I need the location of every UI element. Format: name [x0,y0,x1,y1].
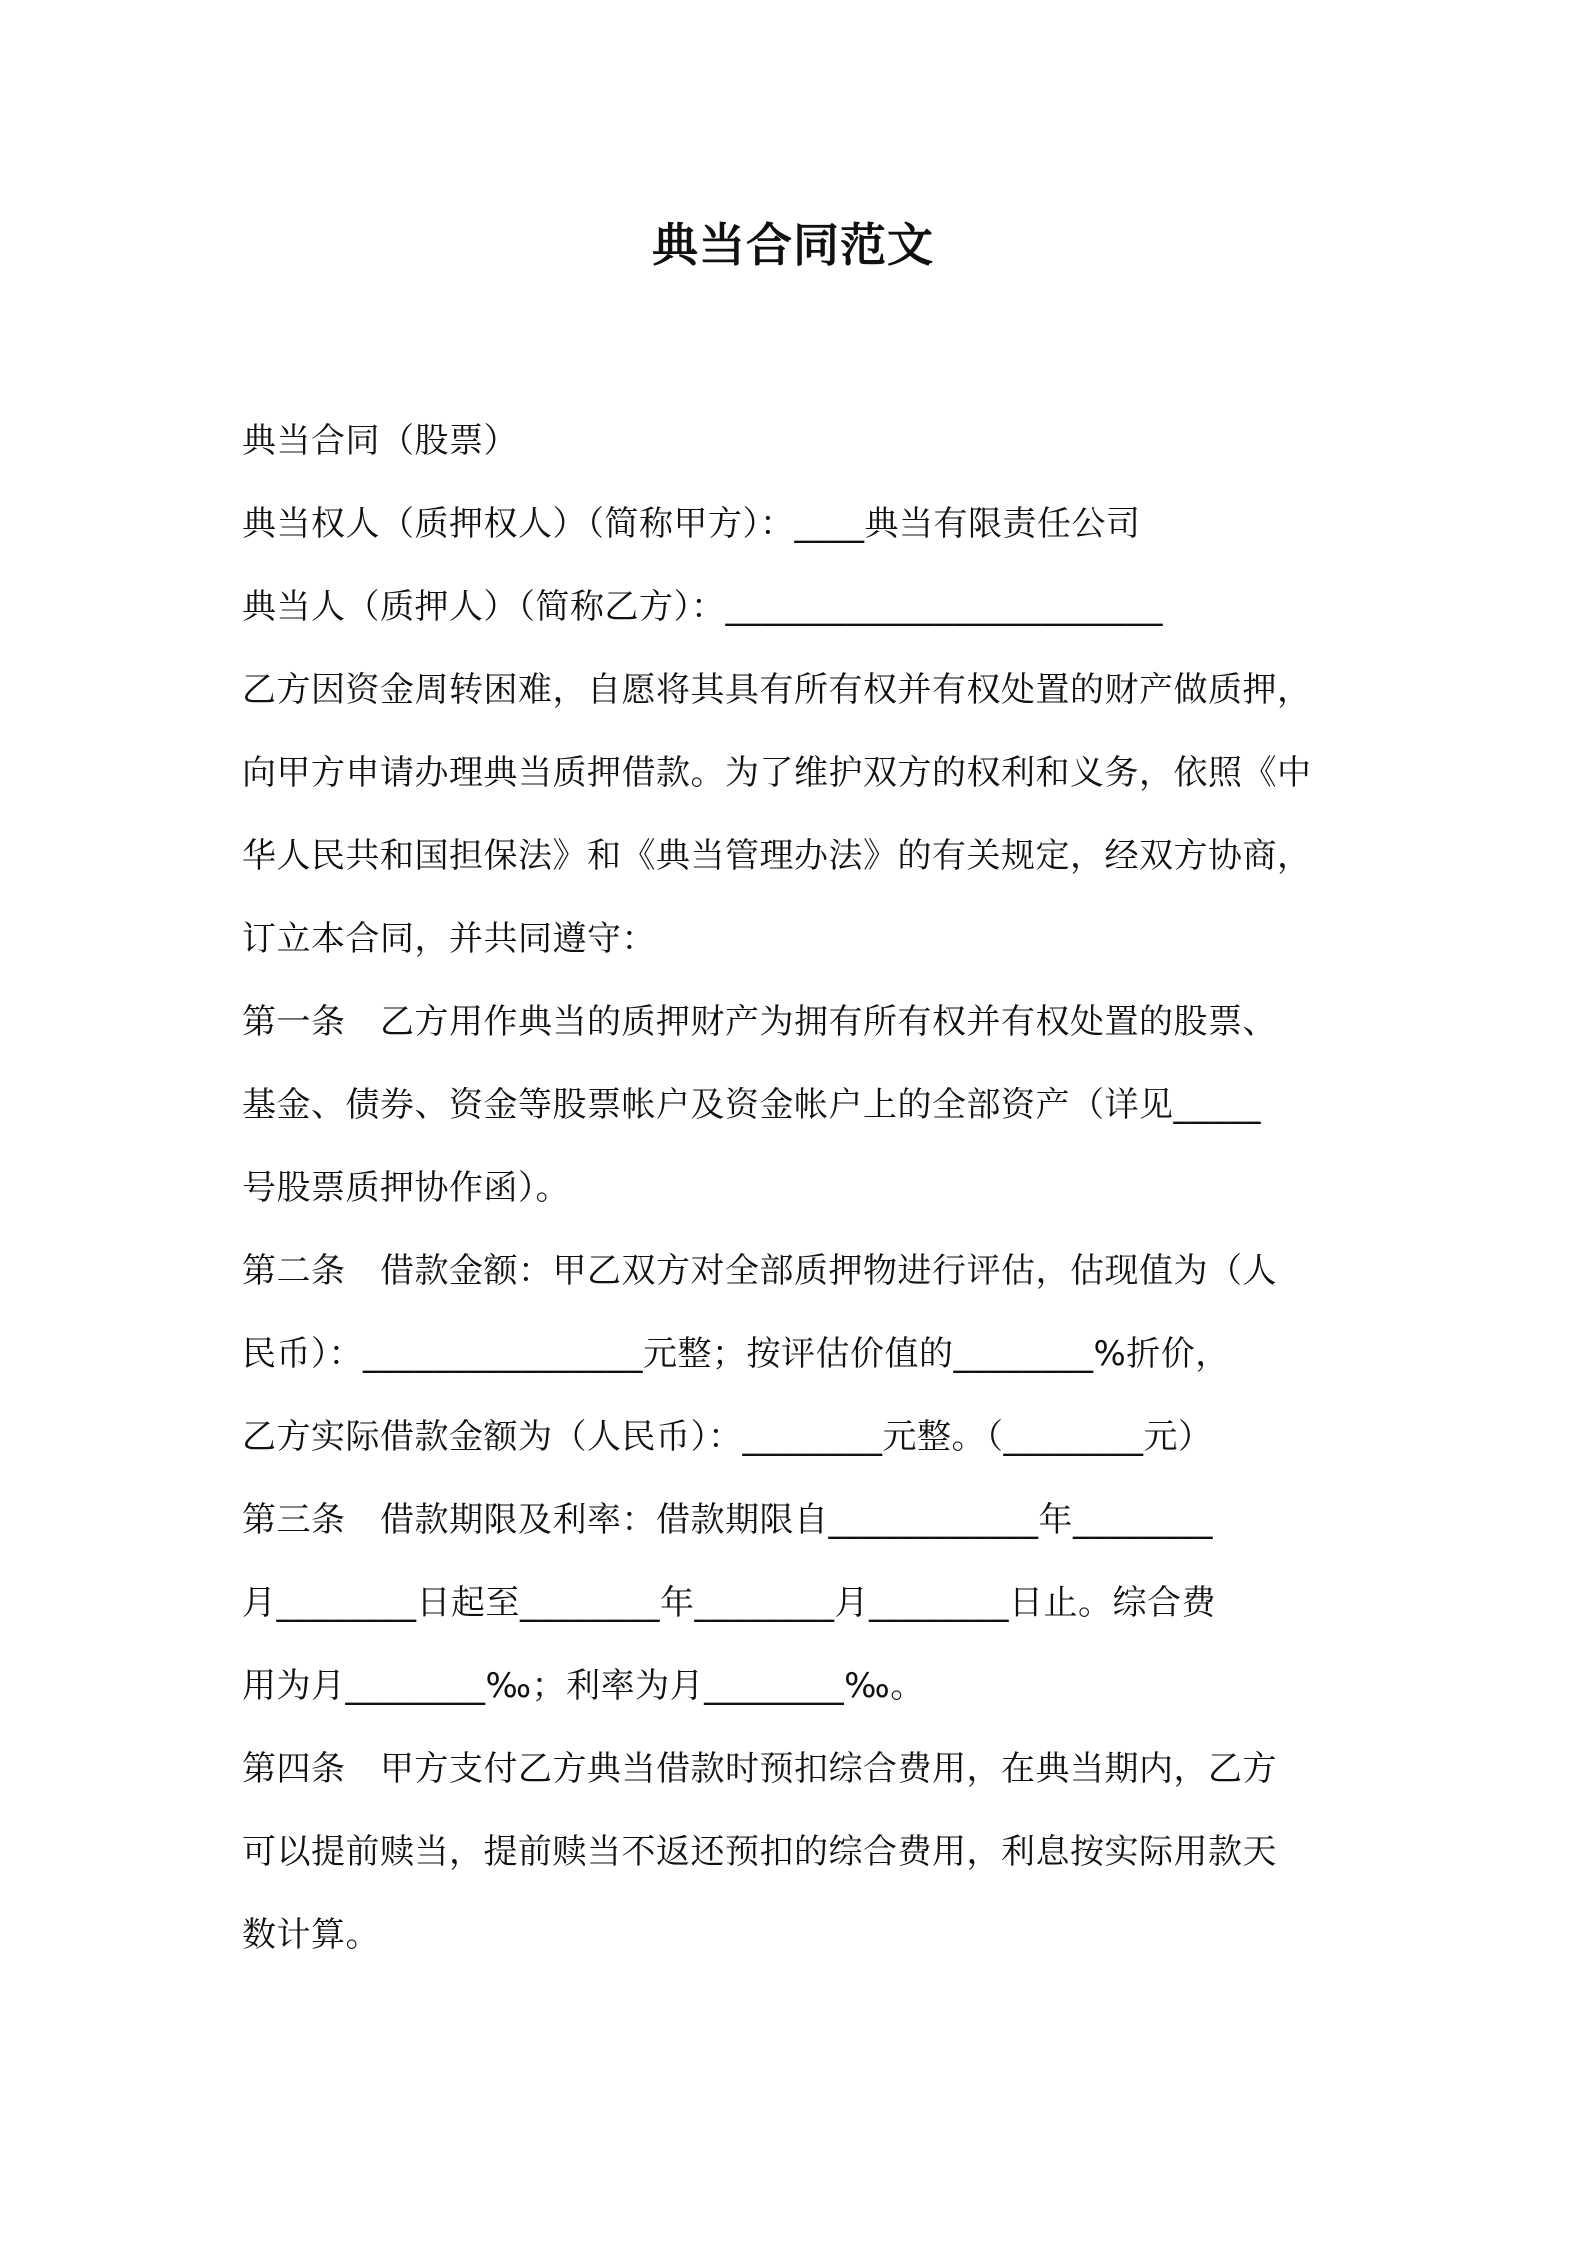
article-1-line: 号股票质押协作函）。 [242,1168,570,1208]
article-4-line: 第四条 甲方支付乙方典当借款时预扣综合费用，在典当期内，乙方 [242,1749,1277,1789]
document-title: 典当合同范文 [652,218,934,272]
preamble-line: 华人民共和国担保法》和《典当管理办法》的有关规定，经双方协商， [242,836,1312,876]
article-2-line: 民币）：________________元整；按评估价值的________%折价， [242,1334,1230,1374]
document-body [242,400,1362,1977]
article-3-line: 月________日起至________年________月________日止。综合费 [242,1583,1216,1623]
article-1-line: 基金、债券、资金等股票帐户及资金帐户上的全部资产（详见_____ [242,1085,1261,1125]
section-heading: 典当合同（股票） [242,421,518,461]
preamble-line: 订立本合同，并共同遵守： [242,919,656,959]
article-2-line: 第二条 借款金额：甲乙双方对全部质押物进行评估，估现值为（人 [242,1251,1277,1291]
article-4-line: 数计算。 [242,1915,380,1955]
article-1-line: 第一条 乙方用作典当的质押财产为拥有所有权并有权处置的股票、 [242,1002,1277,1042]
article-2-line: 乙方实际借款金额为（人民币）：________元整。（________元） [242,1417,1213,1457]
article-3-line: 第三条 借款期限及利率：借款期限自____________年________ [242,1500,1213,1540]
preamble-line: 乙方因资金周转困难，自愿将其具有所有权并有权处置的财产做质押， [242,670,1312,710]
article-3-line: 用为月________‰；利率为月________‰。 [242,1666,925,1706]
party-a-line: 典当权人（质押权人）（简称甲方）：____典当有限责任公司 [242,504,1141,544]
party-b-line: 典当人（质押人）（简称乙方）：_________________________ [242,587,1163,627]
article-4-line: 可以提前赎当，提前赎当不返还预扣的综合费用，利息按实际用款天 [242,1832,1277,1872]
preamble-line: 向甲方申请办理典当质押借款。为了维护双方的权利和义务，依照《中 [242,753,1312,793]
